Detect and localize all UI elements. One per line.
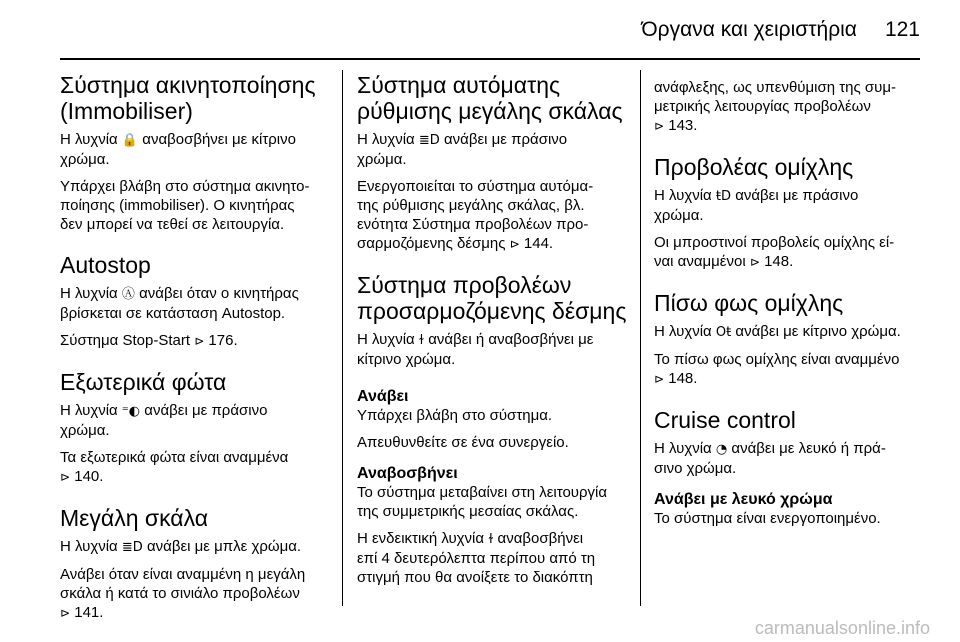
watermark: carmanualsonline.info bbox=[754, 618, 930, 638]
page-header bbox=[60, 18, 920, 46]
section-lights-on bbox=[357, 387, 629, 452]
column-3 bbox=[654, 78, 926, 546]
section-title: Cruise control bbox=[654, 407, 796, 433]
header-rule bbox=[60, 58, 920, 60]
paragraph: Το πίσω φως ομίχλης είναι αναμμένο ⊳ 148. bbox=[654, 351, 900, 387]
reference-arrow-icon: ⊳ bbox=[60, 470, 71, 484]
paragraph: Οι μπροστινοί προβολείς ομίχλης εί- ναι αναμμένοι ⊳ 148. bbox=[654, 234, 895, 270]
column-2 bbox=[357, 72, 629, 605]
section-auto-high-beam bbox=[357, 72, 629, 254]
section-high-beam bbox=[60, 505, 332, 623]
reference-arrow-icon: ⊳ bbox=[654, 119, 665, 133]
reference-arrow-icon: ⊳ bbox=[194, 334, 205, 348]
immobiliser-lock-icon: 🔒 bbox=[121, 133, 139, 148]
section-title: Σύστημα αυτόματης ρύθμισης μεγάλης σκάλας bbox=[357, 72, 623, 124]
section-title: Εξωτερικά φώτα bbox=[60, 369, 227, 395]
paragraph: Η λυχνία ≣D ανάβει με πράσινο χρώμα. bbox=[357, 131, 568, 168]
section-white-on bbox=[654, 490, 926, 528]
paragraph: Η λυχνία ⁼◐ ανάβει με πράσινο χρώμα. bbox=[60, 402, 268, 439]
adaptive-headlight-icon: ɫ bbox=[418, 333, 425, 348]
paragraph: Η λυχνία 🔒 αναβοσβήνει με κίτρινο χρώμα. bbox=[60, 131, 296, 168]
section-cruise-control bbox=[654, 407, 926, 478]
section-immobiliser bbox=[60, 72, 332, 234]
paragraph: Ανάβει όταν είναι αναμμένη η μεγάλη σκάλα ή κατά το σινιάλο προβολέων ⊳ 141. bbox=[60, 566, 306, 621]
section-continued bbox=[654, 78, 926, 136]
front-fog-light-icon: ŧD bbox=[715, 189, 732, 204]
section-title: Autostop bbox=[60, 252, 151, 278]
paragraph: Η λυχνία ≣D ανάβει με μπλε χρώμα. bbox=[60, 538, 302, 555]
section-title: Μεγάλη σκάλα bbox=[60, 505, 209, 531]
high-beam-icon: ≣D bbox=[121, 540, 143, 555]
paragraph: Υπάρχει βλάβη στο σύστημα. bbox=[357, 407, 553, 424]
paragraph: Η λυχνία ◔ ανάβει με λευκό ή πρά- σινο χρώμα. bbox=[654, 440, 886, 477]
paragraph: Υπάρχει βλάβη στο σύστημα ακινητο- ποίησης (immobiliser). Ο κινητήρας δεν μπορεί να τεθεί σε λειτουργία. bbox=[60, 178, 310, 233]
paragraph: Σύστημα Stop-Start ⊳ 176. bbox=[60, 332, 238, 349]
auto-high-beam-icon: ≣D bbox=[418, 133, 440, 148]
column-1 bbox=[60, 72, 332, 641]
paragraph: Ενεργοποιείται το σύστημα αυτόμα- της ρύθμισης μεγάλης σκάλας, βλ. ενότητα Σύστημα προβολέων προ- σαρμοζόμενης δέσμης ⊳ 144. bbox=[357, 178, 594, 252]
section-title: Σύστημα ακινητοποίησης (Immobiliser) bbox=[60, 72, 316, 124]
paragraph: Απευθυνθείτε σε ένα συνεργείο. bbox=[357, 434, 569, 451]
paragraph: Η λυχνία ɫ ανάβει ή αναβοσβήνει με κίτρινο χρώμα. bbox=[357, 331, 594, 368]
section-adaptive-headlights bbox=[357, 272, 629, 369]
paragraph: ανάφλεξης, ως υπενθύμιση της συμ- μετρικής λειτουργίας προβολέων ⊳ 143. bbox=[654, 79, 896, 134]
column-divider-2 bbox=[640, 70, 641, 606]
subsection-title: Αναβοσβήνει bbox=[357, 465, 458, 482]
exterior-lights-icon: ⁼◐ bbox=[121, 404, 141, 419]
column-divider-1 bbox=[342, 70, 343, 606]
reference-arrow-icon: ⊳ bbox=[60, 606, 71, 620]
paragraph: Το σύστημα μεταβαίνει στη λειτουργία της συμμετρικής μεσαίας σκάλας. bbox=[357, 484, 608, 520]
paragraph: Η λυχνία ŧD ανάβει με πράσινο χρώμα. bbox=[654, 187, 859, 224]
reference-arrow-icon: ⊳ bbox=[749, 255, 760, 269]
section-autostop bbox=[60, 252, 332, 351]
cruise-control-icon: ◔ bbox=[715, 442, 728, 457]
section-title: Πίσω φως ομίχλης bbox=[654, 290, 844, 316]
autostop-a-icon: Ⓐ bbox=[121, 287, 135, 302]
paragraph: Η λυχνία Ⓐ ανάβει όταν ο κινητήρας βρίσκεται σε κατάσταση Autostop. bbox=[60, 285, 299, 322]
subsection-title: Ανάβει bbox=[357, 388, 409, 405]
section-title: Σύστημα προβολέων προσαρμοζόμενης δέσμης bbox=[357, 272, 627, 324]
rear-fog-light-icon: Oŧ bbox=[715, 325, 732, 340]
paragraph: Η λυχνία Oŧ ανάβει με κίτρινο χρώμα. bbox=[654, 323, 901, 340]
page-number: 121 bbox=[884, 18, 920, 41]
section-exterior-lights bbox=[60, 369, 332, 487]
section-flashing bbox=[357, 464, 629, 587]
reference-arrow-icon: ⊳ bbox=[654, 372, 665, 386]
paragraph: Το σύστημα είναι ενεργοποιημένο. bbox=[654, 510, 881, 527]
paragraph: Τα εξωτερικά φώτα είναι αναμμένα ⊳ 140. bbox=[60, 449, 289, 485]
adaptive-headlight-icon: ɫ bbox=[488, 532, 494, 547]
section-title: Προβολέας ομίχλης bbox=[654, 154, 854, 180]
paragraph: Η ενδεικτική λυχνία ɫ αναβοσβήνει επί 4 δευτερόλεπτα περίπου από τη στιγμή που θα ανοίξετε το διακόπτη bbox=[357, 530, 596, 586]
section-rear-fog bbox=[654, 290, 926, 389]
section-front-fog bbox=[654, 154, 926, 272]
page-title: Όργανα και χειριστήρια bbox=[641, 18, 857, 41]
subsection-title: Ανάβει με λευκό χρώμα bbox=[654, 491, 833, 508]
reference-arrow-icon: ⊳ bbox=[509, 237, 520, 251]
